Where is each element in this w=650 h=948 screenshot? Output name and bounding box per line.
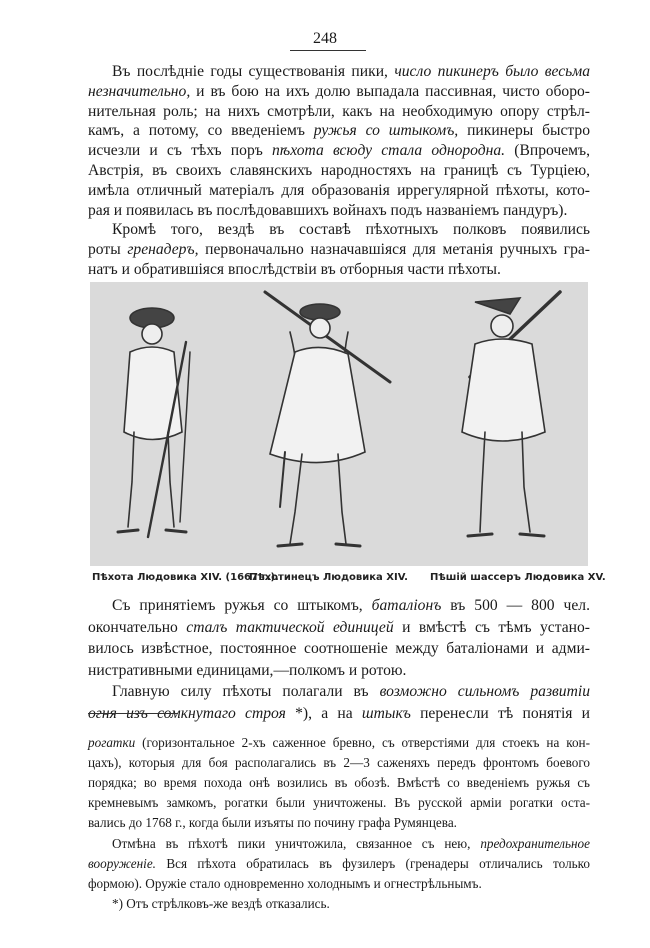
footnote-line <box>88 874 590 893</box>
body-text-line <box>88 639 590 659</box>
italic-text: огня изъ сомкнутаго строя <box>88 705 286 722</box>
italic-text: незначительно, <box>88 82 191 100</box>
text-run: вались до 1768 г., когда были изъяты по почину графа Румянцева. <box>88 815 457 831</box>
text-run: Главную силу пѣхоты полагали въ <box>112 683 380 701</box>
text-run: *), а на <box>285 705 362 722</box>
italic-text: возможно сильномъ развитіи <box>379 683 590 701</box>
footnote-line <box>88 773 590 792</box>
text-run: перенесли тѣ понятія и <box>410 705 591 722</box>
body-text-line <box>88 201 590 221</box>
body-text-line <box>88 682 590 702</box>
text-run: и вмѣстѣ съ тѣмъ устано- <box>393 618 590 636</box>
footnote-line <box>88 733 590 752</box>
text-run: въ 500 — 800 чел. <box>441 597 590 614</box>
text-run: натъ и обратившіяся впослѣдствіи въ отборныя части пѣхоты. <box>88 261 501 278</box>
infantry-engraving <box>90 282 588 566</box>
text-run: роты <box>88 241 128 259</box>
body-text-line <box>88 661 590 681</box>
body-text-line <box>88 161 590 181</box>
text-run: формою). Оружіе стало одновременно холоднымъ и огнестрѣльнымъ. <box>88 875 482 891</box>
footnote-line <box>88 894 590 913</box>
body-text-line <box>88 240 590 260</box>
italic-text: штыкъ <box>361 705 411 722</box>
italic-text: баталіонъ <box>371 597 442 614</box>
text-run: Австрія, въ своихъ славянскихъ народностяхъ на границѣ съ Турціею, <box>88 162 590 179</box>
page-number: 248 <box>313 30 337 47</box>
text-run: вилось извѣстное, постоянное соотношеніе между баталіонами и адми- <box>88 640 590 658</box>
text-run: нительная роль; на нихъ смотрѣли, какъ на необходимую опору стрѣл- <box>88 102 590 120</box>
text-run: кремневымъ замкомъ, рогатки были уничтожены. Въ русской арміи рогатки оста- <box>88 795 590 811</box>
caption-figure-2: Пѣхотинецъ Людовика XIV. <box>249 572 408 583</box>
italic-text: сталъ тактической единицей <box>186 618 394 636</box>
footnote-line <box>88 753 590 772</box>
caption-figure-1: Пѣхота Людовика XIV. (1667 г.). <box>92 572 279 583</box>
italic-text: гренадеръ, <box>127 241 199 259</box>
footnote-line <box>88 834 590 853</box>
text-run: рая и появилась въ послѣдовавшихъ войнахъ подъ названіемъ пандуръ). <box>88 201 568 219</box>
figure-1 <box>118 308 190 537</box>
page-number-rule <box>290 50 366 51</box>
text-run: и въ бою на ихъ долю выпадала пассивная, чисто оборо- <box>190 82 590 100</box>
italic-text: вооруженіе. <box>88 855 156 871</box>
text-run: нистративными единицами,—полкомъ и ротою. <box>88 661 407 679</box>
footnote-line <box>88 793 590 812</box>
body-text-line <box>88 82 590 102</box>
footnote-rule <box>88 713 178 714</box>
text-run: исчезли и съ тѣхъ поръ <box>88 142 272 160</box>
body-text-line <box>88 596 590 616</box>
body-text-line <box>88 102 590 122</box>
body-text-line <box>88 618 590 638</box>
body-text-line <box>88 260 590 280</box>
italic-text: число пикинеръ было весьма <box>394 63 590 80</box>
text-run: (Впрочемъ, <box>505 142 590 160</box>
text-run: Кромѣ того, вездѣ въ составѣ пѣхотныхъ полковъ появились <box>112 221 590 239</box>
caption-figure-3: Пѣшій шассеръ Людовика XV. <box>430 572 606 583</box>
text-run: Въ послѣдніе годы существованія пики, <box>112 63 395 80</box>
text-run: Отмѣна въ пѣхотѣ пики уничтожила, связанное съ нею, <box>112 835 481 851</box>
text-run: цахъ), которыя для боя располагались въ 2—3 саженяхъ передъ фронтомъ боевого <box>88 755 590 771</box>
footnote-line <box>88 854 590 873</box>
figure-3 <box>462 292 560 536</box>
body-text-line <box>88 62 590 82</box>
text-run: *) Отъ стрѣлковъ-же вездѣ отказались. <box>112 895 330 911</box>
text-run: первоначально назначавшіяся для метанія ручныхъ гра- <box>198 241 590 259</box>
text-run: камъ, а потому, со введеніемъ <box>88 122 314 140</box>
body-text-line <box>88 141 590 161</box>
footnote-line <box>88 813 590 832</box>
illustration-infantry-figures <box>90 282 588 566</box>
italic-text: ружья со штыкомъ, <box>313 122 459 140</box>
text-run: окончательно <box>88 618 187 636</box>
italic-text: предохранительное <box>480 835 590 851</box>
body-text-line <box>88 181 590 201</box>
body-text-line <box>88 220 590 240</box>
text-run: Вся пѣхота обратилась въ фузилеръ (гренадеры отличались только <box>155 855 590 871</box>
text-run: имѣла отличный матеріалъ для образованія иррегулярной пѣхоты, кото- <box>88 181 590 199</box>
text-run: пикинеры быстро <box>458 122 590 140</box>
body-text-line <box>88 121 590 141</box>
text-run: Съ принятіемъ ружья со штыкомъ, <box>112 597 372 614</box>
text-run: порядка; во время похода онѣ возились въ обозѣ. Вмѣстѣ со введеніемъ ружья съ <box>88 775 590 791</box>
italic-text: пѣхота всюду стала однородна. <box>272 142 506 160</box>
text-run: (горизонтальное 2-хъ саженное бревно, съ отверстіями для стоекъ на кон- <box>135 735 590 750</box>
figure-2 <box>265 292 390 546</box>
italic-text: рогатки <box>88 735 136 750</box>
